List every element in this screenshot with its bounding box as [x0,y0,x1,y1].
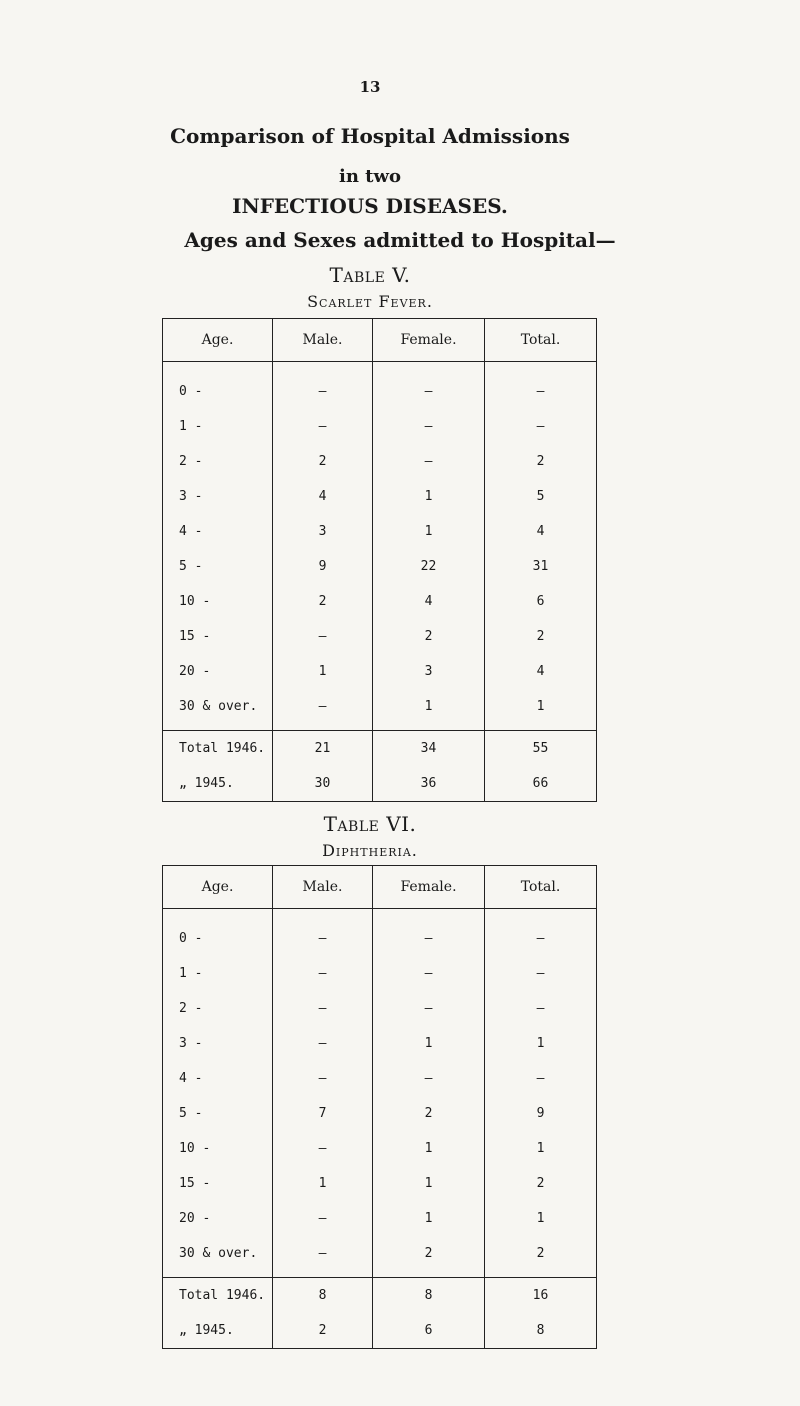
table-row [163,1201,597,1236]
total-row [163,731,597,767]
female-cell: 1 [373,1166,485,1201]
table-header-row [163,319,597,362]
total-cell: — [485,409,597,444]
age-cell: 20 - [163,654,273,689]
total-cell: 9 [485,1096,597,1131]
male-cell: 2 [273,584,373,619]
age-cell: 10 - [163,1131,273,1166]
male-cell: — [273,1026,373,1061]
totals-body [163,731,597,802]
female-cell: 1 [373,1026,485,1061]
total-cell: 2 [485,1236,597,1278]
column-header-age: Age. [163,319,273,362]
total-cell: 1 [485,1026,597,1061]
age-cell: 15 - [163,619,273,654]
age-cell: 20 - [163,1201,273,1236]
male-cell: 30 [273,766,373,802]
totals-body [163,1278,597,1349]
female-cell: 2 [373,619,485,654]
total-cell: 5 [485,479,597,514]
male-cell: 4 [273,479,373,514]
total-cell: 2 [485,1166,597,1201]
female-cell: 3 [373,654,485,689]
male-cell: 2 [273,1313,373,1349]
table-vi-title: Table VI. [323,812,417,836]
total-cell: 4 [485,654,597,689]
age-cell: 15 - [163,1166,273,1201]
female-cell: 22 [373,549,485,584]
female-cell: — [373,909,485,957]
total-cell: 1 [485,1131,597,1166]
table-row [163,1026,597,1061]
age-cell: 0 - [163,909,273,957]
table-row [163,654,597,689]
female-cell: 34 [373,731,485,767]
male-cell: — [273,409,373,444]
age-cell: 1 - [163,409,273,444]
column-header-female: Female. [373,866,485,909]
female-cell: 2 [373,1096,485,1131]
age-cell: Total 1946. [163,1278,273,1314]
total-cell: 1 [485,1201,597,1236]
age-cell: 4 - [163,514,273,549]
column-header-age: Age. [163,866,273,909]
column-header-male: Male. [273,319,373,362]
table-row [163,1061,597,1096]
female-cell: 1 [373,1201,485,1236]
male-cell: 1 [273,1166,373,1201]
female-cell: — [373,409,485,444]
male-cell: 1 [273,654,373,689]
female-cell: — [373,444,485,479]
age-cell: 2 - [163,991,273,1026]
total-row [163,766,597,802]
age-cell: 5 - [163,1096,273,1131]
column-header-female: Female. [373,319,485,362]
age-cell: 10 - [163,584,273,619]
age-cell: 3 - [163,1026,273,1061]
male-cell: — [273,1061,373,1096]
female-cell: 1 [373,479,485,514]
female-cell: 36 [373,766,485,802]
total-row [163,1313,597,1349]
table-vi-subtitle: Diphtheria. [322,841,418,860]
female-cell: 4 [373,584,485,619]
age-cell: 30 & over. [163,1236,273,1278]
male-cell: — [273,689,373,731]
total-cell: 31 [485,549,597,584]
total-cell: — [485,1061,597,1096]
table-v-title: Table V. [329,263,411,287]
diphtheria-table [162,865,597,1349]
total-cell: — [485,991,597,1026]
total-cell: — [485,362,597,410]
female-cell: 2 [373,1236,485,1278]
heading-line-4: Ages and Sexes admitted to Hospital— [184,228,616,252]
male-cell: 21 [273,731,373,767]
table-row [163,479,597,514]
total-cell: 66 [485,766,597,802]
column-header-male: Male. [273,866,373,909]
male-cell: — [273,991,373,1026]
female-cell: 6 [373,1313,485,1349]
scarlet-fever-table [162,318,597,802]
female-cell: — [373,362,485,410]
age-cell: 30 & over. [163,689,273,731]
column-header-total: Total. [485,866,597,909]
column-header-total: Total. [485,319,597,362]
total-row [163,1278,597,1314]
male-cell: — [273,619,373,654]
total-cell: 55 [485,731,597,767]
table-body [163,362,597,731]
female-cell: 8 [373,1278,485,1314]
table-row [163,956,597,991]
male-cell: 2 [273,444,373,479]
total-cell: — [485,956,597,991]
total-cell: 1 [485,689,597,731]
heading-line-2: in two [338,166,401,187]
heading-line-1: Comparison of Hospital Admissions [170,124,570,148]
table-row [163,549,597,584]
female-cell: — [373,991,485,1026]
male-cell: — [273,909,373,957]
total-cell: 8 [485,1313,597,1349]
table-row [163,514,597,549]
table-row [163,909,597,957]
age-cell: 1 - [163,956,273,991]
male-cell: 9 [273,549,373,584]
male-cell: 7 [273,1096,373,1131]
table-row [163,1131,597,1166]
female-cell: 1 [373,1131,485,1166]
table-row [163,689,597,731]
table-row [163,1166,597,1201]
age-cell: 5 - [163,549,273,584]
total-cell: — [485,909,597,957]
male-cell: — [273,1131,373,1166]
table-row [163,1236,597,1278]
table-row [163,584,597,619]
table-row [163,991,597,1026]
table-header-row [163,866,597,909]
table-row [163,619,597,654]
age-cell: 4 - [163,1061,273,1096]
table-row [163,444,597,479]
table-body [163,909,597,1278]
male-cell: 3 [273,514,373,549]
page-number: 13 [359,78,381,96]
age-cell: „ 1945. [163,1313,273,1349]
male-cell: — [273,956,373,991]
female-cell: — [373,1061,485,1096]
female-cell: 1 [373,514,485,549]
total-cell: 6 [485,584,597,619]
male-cell: 8 [273,1278,373,1314]
table-row [163,362,597,410]
male-cell: — [273,1201,373,1236]
male-cell: — [273,1236,373,1278]
age-cell: Total 1946. [163,731,273,767]
female-cell: — [373,956,485,991]
total-cell: 2 [485,444,597,479]
total-cell: 16 [485,1278,597,1314]
age-cell: „ 1945. [163,766,273,802]
table-v-subtitle: Scarlet Fever. [307,292,433,311]
table-row [163,409,597,444]
heading-line-3: INFECTIOUS DISEASES. [232,194,508,218]
age-cell: 3 - [163,479,273,514]
total-cell: 4 [485,514,597,549]
table-row [163,1096,597,1131]
total-cell: 2 [485,619,597,654]
age-cell: 0 - [163,362,273,410]
age-cell: 2 - [163,444,273,479]
female-cell: 1 [373,689,485,731]
male-cell: — [273,362,373,410]
